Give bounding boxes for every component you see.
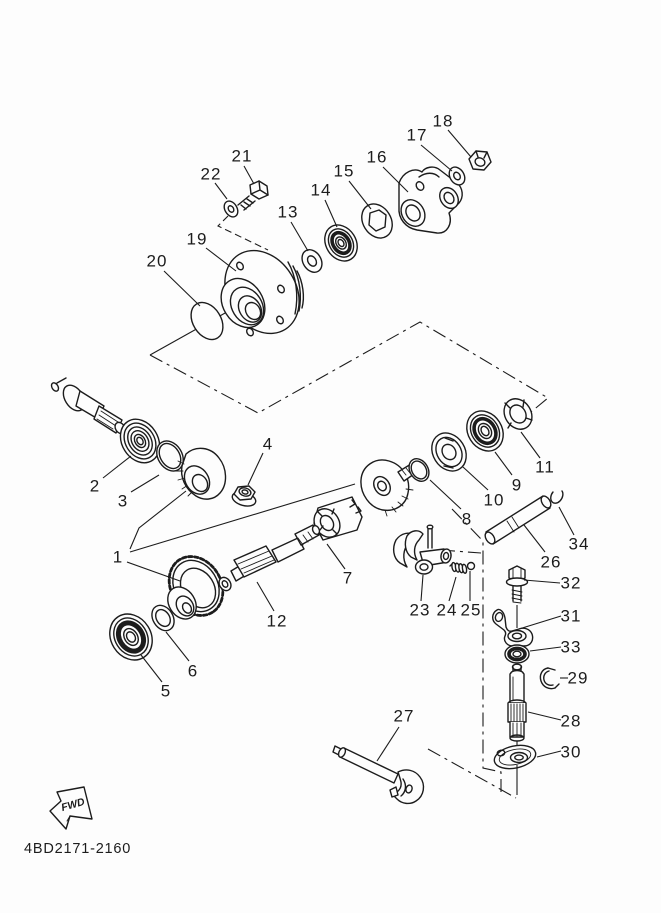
part-callout-30[interactable]: 30 xyxy=(560,742,582,762)
part-callout-13[interactable]: 13 xyxy=(277,202,299,222)
part-30-stopper-plate-drawing xyxy=(492,742,538,795)
leader-line-part-30 xyxy=(537,751,561,757)
leader-line-part-3 xyxy=(131,475,159,492)
leader-line-part-26 xyxy=(524,525,545,552)
part-28-shift-shaft-drawing xyxy=(508,664,526,752)
leader-line-part-22 xyxy=(215,183,227,199)
leader-line-part-10 xyxy=(463,467,488,490)
bolt-projection-line xyxy=(218,216,268,250)
part-callout-28[interactable]: 28 xyxy=(560,711,582,731)
part-callout-3[interactable]: 3 xyxy=(117,491,129,511)
leader-line-part-31 xyxy=(519,616,561,629)
fwd-direction-marker xyxy=(50,787,92,829)
part-callout-25[interactable]: 25 xyxy=(460,600,482,620)
linkage-axis-line xyxy=(452,509,501,792)
part-1-input-shaft-drawing xyxy=(50,378,130,435)
part-callout-11[interactable]: 11 xyxy=(535,457,555,477)
part-27-lever-rod-drawing xyxy=(333,746,423,803)
part-callout-27[interactable]: 27 xyxy=(393,706,415,726)
part-31-shift-lever-drawing xyxy=(493,609,533,646)
leader-line-part-20 xyxy=(164,271,200,306)
leader-line-part-23 xyxy=(421,575,423,601)
leader-line-part-12 xyxy=(257,582,274,611)
leader-line-part-6 xyxy=(166,632,189,661)
leader-line-part-32 xyxy=(524,580,560,583)
part-21-bolt-drawing xyxy=(238,181,268,210)
part-callout-34[interactable]: 34 xyxy=(568,534,590,554)
part-14-bearing-drawing xyxy=(318,219,364,267)
part-4-nut-drawing xyxy=(231,486,258,508)
part-callout-23[interactable]: 23 xyxy=(409,600,431,620)
part-callout-10[interactable]: 10 xyxy=(483,490,505,510)
part-callout-24[interactable]: 24 xyxy=(436,600,458,620)
part-callout-29[interactable]: 29 xyxy=(567,668,589,688)
part-callout-5[interactable]: 5 xyxy=(160,681,172,701)
part-8-o-ring-drawing xyxy=(405,455,433,485)
diagram-code: 4BD2171-2160 xyxy=(24,841,132,857)
part-18-nut-drawing xyxy=(469,151,491,170)
part-callout-2[interactable]: 2 xyxy=(89,476,101,496)
part-19-bearing-housing-drawing xyxy=(210,237,314,348)
part-callout-21[interactable]: 21 xyxy=(231,146,253,166)
part-callout-7[interactable]: 7 xyxy=(342,568,354,588)
part-25-ball-drawing xyxy=(468,563,475,570)
leader-line-part-17 xyxy=(421,145,452,171)
part-29-e-clip-drawing xyxy=(540,668,559,689)
fwd-label: FWD xyxy=(59,795,87,815)
part-callout-4[interactable]: 4 xyxy=(262,434,274,454)
part-callout-9[interactable]: 9 xyxy=(511,475,523,495)
part-9-bearing-drawing xyxy=(459,404,510,458)
leader-line-part-19 xyxy=(206,248,236,271)
part-33-bearing-drawing xyxy=(505,645,529,663)
part-11-castle-nut-drawing xyxy=(498,394,537,435)
leader-line-part-5 xyxy=(141,655,162,682)
part-15-washer-drawing xyxy=(356,198,399,243)
part-callout-33[interactable]: 33 xyxy=(560,637,582,657)
leader-line-part-33 xyxy=(530,647,561,651)
part-callout-32[interactable]: 32 xyxy=(560,573,582,593)
leader-line-part-13 xyxy=(291,222,308,251)
leader-line-part-24 xyxy=(449,577,456,601)
leader-line-part-21 xyxy=(244,166,254,184)
part-callout-31[interactable]: 31 xyxy=(560,606,582,626)
part-32-bolt-drawing xyxy=(507,566,528,628)
part-callout-15[interactable]: 15 xyxy=(333,161,355,181)
part-callout-6[interactable]: 6 xyxy=(187,661,199,681)
part-callout-1[interactable]: 1 xyxy=(112,547,124,567)
part-callout-16[interactable]: 16 xyxy=(366,147,388,167)
part-22-washer-drawing xyxy=(221,199,240,220)
part-callout-19[interactable]: 19 xyxy=(186,229,208,249)
leader-line-part-4 xyxy=(248,453,263,485)
leader-line-part-7 xyxy=(327,544,345,569)
part-callout-8[interactable]: 8 xyxy=(461,509,473,529)
part-callout-26[interactable]: 26 xyxy=(540,552,562,572)
leader-line-part-1 xyxy=(130,491,186,549)
part-12-drive-shaft-drawing xyxy=(231,525,321,581)
leader-line-part-2 xyxy=(103,456,131,478)
part-23-shift-fork-drawing xyxy=(394,525,452,574)
part-callout-17[interactable]: 17 xyxy=(406,125,428,145)
leader-line-part-8 xyxy=(430,480,461,509)
leader-line-part-27 xyxy=(377,727,399,761)
leader-line-part-18 xyxy=(448,130,471,157)
part-callout-18[interactable]: 18 xyxy=(432,111,454,131)
leader-line-part-9 xyxy=(495,452,512,475)
part-34-circlip-drawing xyxy=(551,491,563,503)
leader-line-part-34 xyxy=(559,507,574,535)
leader-line-part-28 xyxy=(528,712,561,720)
part-callout-12[interactable]: 12 xyxy=(266,611,288,631)
leader-line-part-15 xyxy=(349,181,371,209)
part-24-spring-drawing xyxy=(450,562,467,573)
part-13-washer-drawing xyxy=(298,246,326,276)
part-callout-14[interactable]: 14 xyxy=(310,180,332,200)
leader-line-part-14 xyxy=(325,200,337,227)
part-callout-20[interactable]: 20 xyxy=(146,251,168,271)
part-callout-22[interactable]: 22 xyxy=(200,164,222,184)
leader-line-part-11 xyxy=(521,432,540,458)
